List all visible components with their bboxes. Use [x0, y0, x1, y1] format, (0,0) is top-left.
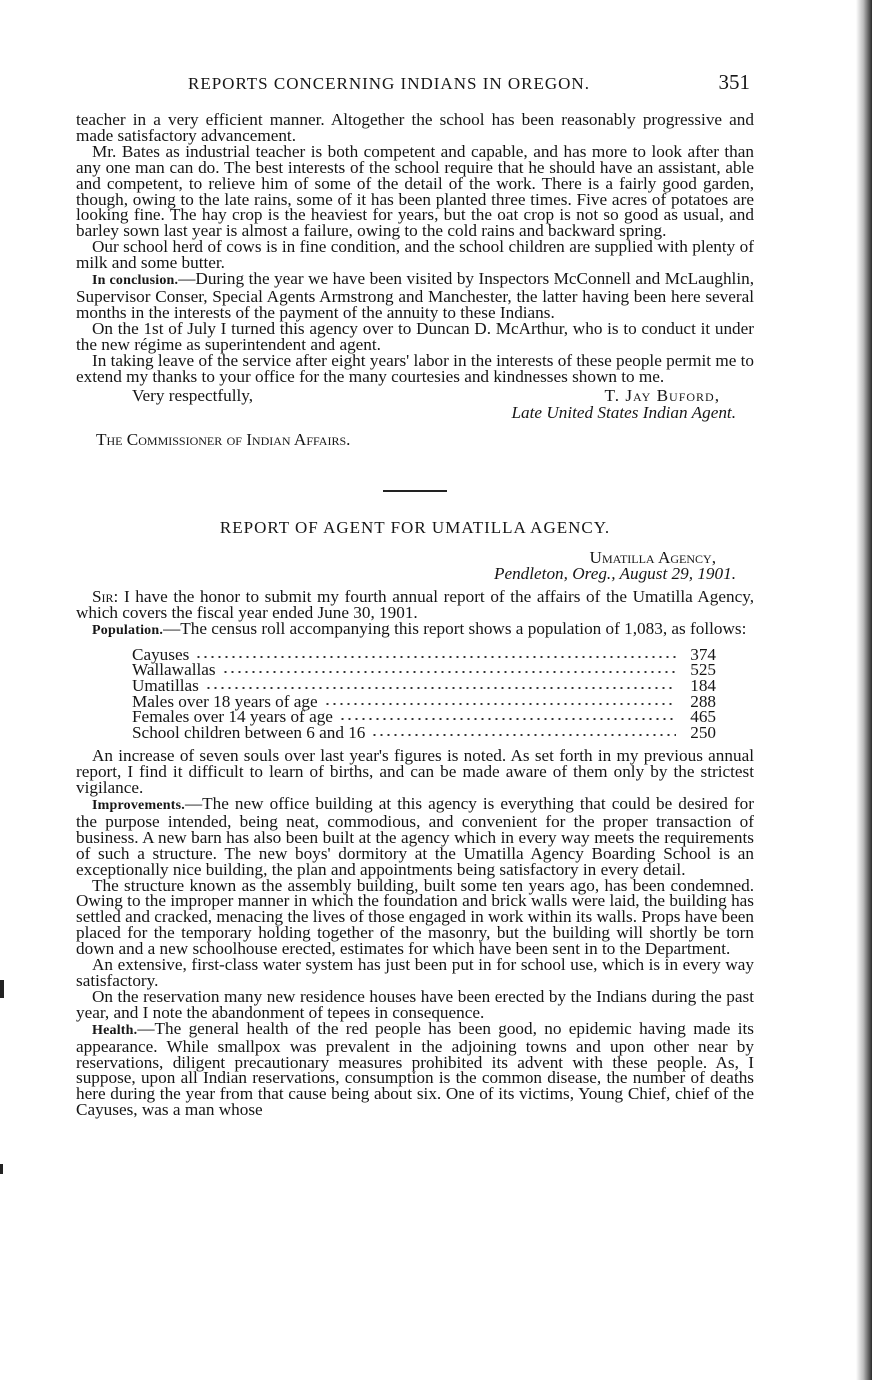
row-label: Wallawallas: [132, 660, 216, 680]
place-date: Pendleton, Oreg., August 29, 1901.: [493, 564, 736, 584]
row-value: 525: [690, 660, 716, 680]
leader-dots: [222, 671, 676, 673]
signer-name: T. Jay Buford,: [604, 386, 720, 406]
section-title: REPORT OF AGENT FOR UMATILLA AGENCY.: [219, 518, 611, 538]
paragraph-text: —The census roll accompanying this report shows a population of 1,083, as follows:: [163, 618, 747, 638]
leader-dots: [339, 718, 676, 720]
leader-dots: [371, 734, 676, 736]
paragraph-text: I have the honor to submit my fourth annual report of the affairs of the Umatilla Agency, which covers the fiscal year ended June 30, 1901.: [76, 587, 755, 622]
paragraph-lead: Health.: [92, 1022, 138, 1038]
paragraph: The structure known as the assembly building, built some ten years ago, has been condemned. Owing to the improper manner in which the foundation and brick walls were laid, the building has settled and cracked, menacing the lives of those engaged in work within its walls. Props have been placed for the temporary holding together of the masonry, but the building will shortly be torn down and a new schoolhouse erected, estimates for which have been sent in to the Department.: [76, 875, 754, 959]
salutation: Sir:: [92, 587, 119, 607]
paragraph: [76, 618, 754, 639]
paragraph: An extensive, first-class water system has just been put in for school use, which is in every way satisfactory.: [76, 955, 754, 990]
paragraph-lead: Improvements.: [92, 798, 185, 814]
row-value: 288: [690, 691, 716, 711]
page-number: 351: [718, 70, 750, 94]
paragraph: Our school herd of cows is in fine condition, and the school children are supplied with plenty of milk and some butter.: [76, 237, 754, 273]
paragraph-text: —The new office building at this agency is everything that could be desired for the purpose intended, being neat, commodious, and convenient for the proper transaction of business. A new barn has also been built at the agency which in every way meets the requirements of such a structure. The new boys' dormitory at the Umatilla Agency Boarding School is an exceptionally nice building, the plan and appointments being satisfactory in every detail.: [76, 794, 754, 879]
leader-dots: [324, 703, 676, 705]
page-edge-shadow: [856, 0, 872, 1380]
row-label: Males over 18 years of age: [132, 691, 318, 711]
paragraph: An increase of seven souls over last year's figures is noted. As set forth in my previous annual report, I find it difficult to learn of births, and can be made aware of them only by the strictest vigilance.: [76, 746, 754, 798]
table-row: [132, 662, 716, 678]
paragraph: Mr. Bates as industrial teacher is both competent and capable, and has more to look after than any one man can do. The best interests of the school require that he should have an assistant, able and competent, to relieve him of some of the detail of the work. There is a fairly good garden, though, owing to the late rains, some of it has been planted three times. Five acres of potatoes are looking fine. The hay crop is the heaviest for years, but the oat crop is not so good as usual, and barley sown last year is almost a failure, owing to the cold rains and backward spring.: [76, 141, 754, 241]
section-divider: [383, 490, 447, 492]
row-value: 374: [690, 644, 716, 664]
leader-dots: [195, 656, 676, 658]
margin-mark: [0, 980, 4, 998]
signer-title: Late United States Indian Agent.: [511, 403, 736, 423]
addressee: The Commissioner of Indian Affairs.: [96, 430, 351, 450]
leader-dots: [205, 687, 676, 689]
agency-name: Umatilla Agency,: [589, 548, 716, 568]
paragraph: On the reservation many new residence houses have been erected by the Indians during the past year, and I note the abandonment of tepees in consequence.: [76, 986, 754, 1022]
paragraph: [76, 1018, 754, 1120]
paragraph: [76, 589, 754, 621]
dateline: [76, 550, 754, 582]
paragraph: [76, 796, 754, 878]
page-body: [76, 112, 754, 1118]
table-row: [132, 644, 716, 664]
margin-mark: [0, 1164, 3, 1174]
row-label: School children between 6 and 16: [132, 722, 366, 742]
row-value: 184: [690, 675, 716, 695]
paragraph: On the 1st of July I turned this agency over to Duncan D. McArthur, who is to conduct it under the new régime as superintendent and agent.: [76, 318, 754, 354]
valediction: Very respectfully,: [132, 386, 254, 406]
row-value: 250: [690, 722, 716, 742]
paragraph-lead: Population.: [92, 622, 164, 638]
population-table: [132, 644, 716, 742]
paragraph: In taking leave of the service after eight years' labor in the interests of these people permit me to extend my thanks to your office for the many courtesies and kindnesses shown to me.: [76, 350, 754, 386]
paragraph: teacher in a very efficient manner. Altogether the school has been reasonably progressive and made satisfactory advancement.: [76, 110, 754, 145]
row-value: 465: [690, 707, 716, 727]
row-label: Umatillas: [132, 675, 199, 695]
paragraph-lead: In conclusion.: [92, 273, 179, 289]
paragraph-text: —The general health of the red people has been good, no epidemic having made its appearance. While smallpox was prevalent in the adjoining towns and upon other near by reservations, diligent precautionary measures prohibited its advent with these people. As, I suppose, upon all Indian reservations, consumption is the common disease, the number of deaths here during the year from that cause being about six. One of its victims, Young Chief, chief of the Cayuses, was a man whose: [76, 1018, 754, 1120]
running-title: REPORTS CONCERNING INDIANS IN OREGON.: [188, 74, 590, 93]
table-row: [132, 722, 716, 742]
row-label: Females over 14 years of age: [132, 707, 333, 727]
paragraph: [76, 271, 754, 321]
row-label: Cayuses: [132, 644, 190, 664]
signature-block: [76, 388, 754, 422]
paragraph-text: —During the year we have been visited by Inspectors McConnell and McLaughlin, Supervisor Conser, Special Agents Armstrong and Manchester, the latter having been here several months in the interests of the payment of the annuity to these Indians.: [76, 269, 754, 322]
